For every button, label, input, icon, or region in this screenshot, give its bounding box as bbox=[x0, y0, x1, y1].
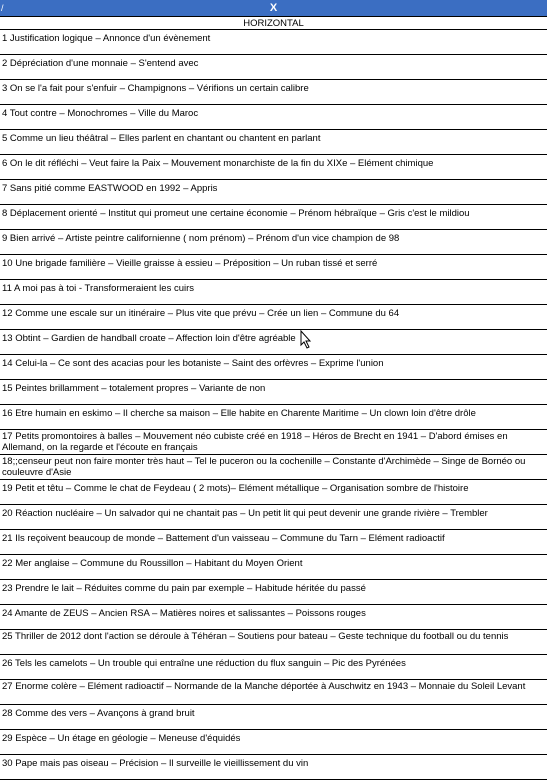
clue-text: 27 Enorme colère – Elément radioactif – Normande de la Manche déportée à Auschwitz en 1943 – Monnaie du Soleil Levant bbox=[2, 681, 526, 692]
clue-row bbox=[0, 80, 547, 105]
clue-text: 28 Comme des vers – Avançons à grand bruit bbox=[2, 708, 195, 719]
clue-text: 5 Comme un lieu théâtral – Elles parlent en chantant ou chantent en parlant bbox=[2, 133, 321, 144]
clue-row bbox=[0, 580, 547, 605]
clue-text: 2 Dépréciation d'une monnaie – S'entend avec bbox=[2, 58, 199, 69]
clue-text: 10 Une brigade familière – Vieille graisse à essieu – Préposition – Un ruban tissé et serré bbox=[2, 258, 378, 269]
clue-row bbox=[0, 730, 547, 755]
clue-row bbox=[0, 30, 547, 55]
clue-row bbox=[0, 705, 547, 730]
clue-row bbox=[0, 755, 547, 780]
clue-text: 22 Mer anglaise – Commune du Roussillon – Habitant du Moyen Orient bbox=[2, 558, 303, 569]
page-title: X bbox=[269, 2, 278, 14]
clue-text: 23 Prendre le lait – Réduites comme du pain par exemple – Habitude héritée du passé bbox=[2, 583, 366, 594]
clue-row bbox=[0, 405, 547, 430]
clue-row bbox=[0, 155, 547, 180]
clue-text: 21 Ils reçoivent beaucoup de monde – Battement d'un vaisseau – Commune du Tarn – Elément radioactif bbox=[2, 533, 445, 544]
clue-text: 3 On se l'a fait pour s'enfuir – Champignons – Vérifions un certain calibre bbox=[2, 83, 309, 94]
section-heading: HORIZONTAL bbox=[0, 16, 547, 30]
clue-row bbox=[0, 105, 547, 130]
clue-row bbox=[0, 605, 547, 630]
clue-text: 15 Peintes brillamment – totalement propres – Variante de non bbox=[2, 383, 266, 394]
clue-row bbox=[0, 205, 547, 230]
clue-text: 9 Bien arrivé – Artiste peintre californienne ( nom prénom) – Prénom d'un vice champion de 98 bbox=[2, 233, 400, 244]
clue-row bbox=[0, 630, 547, 655]
clue-text: 17 Petits promontoires à balles – Mouvement néo cubiste créé en 1918 – Héros de Brecht en 1941 – D'abord émises en Allemand, on la regarde et l'écoute en français bbox=[2, 431, 508, 453]
clue-text: 29 Espèce – Un étage en géologie – Meneuse d'équidés bbox=[2, 733, 241, 744]
clue-text: 6 On le dit réfléchi – Veut faire la Paix – Mouvement monarchiste de la fin du XIXe – Elément chimique bbox=[2, 158, 434, 169]
clue-row bbox=[0, 130, 547, 155]
title-bar bbox=[0, 0, 547, 16]
clue-text: 25 Thriller de 2012 dont l'action se déroule à Téhéran – Soutiens pour bateau – Geste technique du football ou du tennis bbox=[2, 631, 509, 642]
clue-row bbox=[0, 430, 547, 455]
clue-row bbox=[0, 380, 547, 405]
clue-row bbox=[0, 330, 547, 355]
clue-row bbox=[0, 355, 547, 380]
clue-text: 11 A moi pas à toi - Transformeraient les cuirs bbox=[2, 283, 195, 294]
corner-mark: / bbox=[1, 3, 4, 13]
clue-text: 7 Sans pitié comme EASTWOOD en 1992 – Appris bbox=[2, 183, 218, 194]
clue-row bbox=[0, 55, 547, 80]
clue-row bbox=[0, 280, 547, 305]
clue-row bbox=[0, 480, 547, 505]
clue-row bbox=[0, 505, 547, 530]
clue-text: 26 Tels les camelots – Un trouble qui entraîne une réduction du flux sanguin – Pic des Pyrénées bbox=[2, 658, 406, 669]
clue-text: 16 Etre humain en eskimo – Il cherche sa maison – Elle habite en Charente Maritime – Un clown loin d'être drôle bbox=[2, 408, 476, 419]
clue-text: 1 Justification logique – Annonce d'un évènement bbox=[2, 33, 211, 44]
clue-row bbox=[0, 305, 547, 330]
mouse-cursor-icon bbox=[299, 330, 313, 350]
clue-row bbox=[0, 680, 547, 705]
clue-text: 4 Tout contre – Monochromes – Ville du Maroc bbox=[2, 108, 199, 119]
clue-text: 18;;censeur peut non faire monter très haut – Tel le puceron ou la cochenille – Constante d'Archimède – Singe de Bornéo ou couleuvre d'Asie bbox=[2, 456, 526, 478]
clue-text: 12 Comme une escale sur un itinéraire – Plus vite que prévu – Crée un lien – Commune du 64 bbox=[2, 308, 400, 319]
clue-row bbox=[0, 255, 547, 280]
clue-row bbox=[0, 655, 547, 680]
clue-row bbox=[0, 530, 547, 555]
clue-text: 13 Obtint – Gardien de handball croate – Affection loin d'être agréable bbox=[2, 333, 296, 344]
clue-text: 24 Amante de ZEUS – Ancien RSA – Matières noires et salissantes – Poissons rouges bbox=[2, 608, 366, 619]
clue-text: 30 Pape mais pas oiseau – Précision – Il surveille le vieillissement du vin bbox=[2, 758, 309, 769]
clue-list bbox=[0, 30, 547, 780]
clue-row bbox=[0, 455, 547, 480]
clue-text: 19 Petit et têtu – Comme le chat de Feydeau ( 2 mots)– Elément métallique – Organisation sombre de l'histoire bbox=[2, 483, 469, 494]
clue-text: 8 Déplacement orienté – Institut qui promeut une certaine économie – Prénom hébraïque – Gris c'est le mildiou bbox=[2, 208, 470, 219]
clue-row bbox=[0, 180, 547, 205]
clue-text: 20 Réaction nucléaire – Un salvador qui ne chantait pas – Un petit lit qui peut devenir une grande rivière – Trembler bbox=[2, 508, 488, 519]
clue-row bbox=[0, 555, 547, 580]
clue-text: 14 Celui-la – Ce sont des acacias pour les botaniste – Saint des orfèvres – Exprime l'union bbox=[2, 358, 384, 369]
clue-row bbox=[0, 230, 547, 255]
